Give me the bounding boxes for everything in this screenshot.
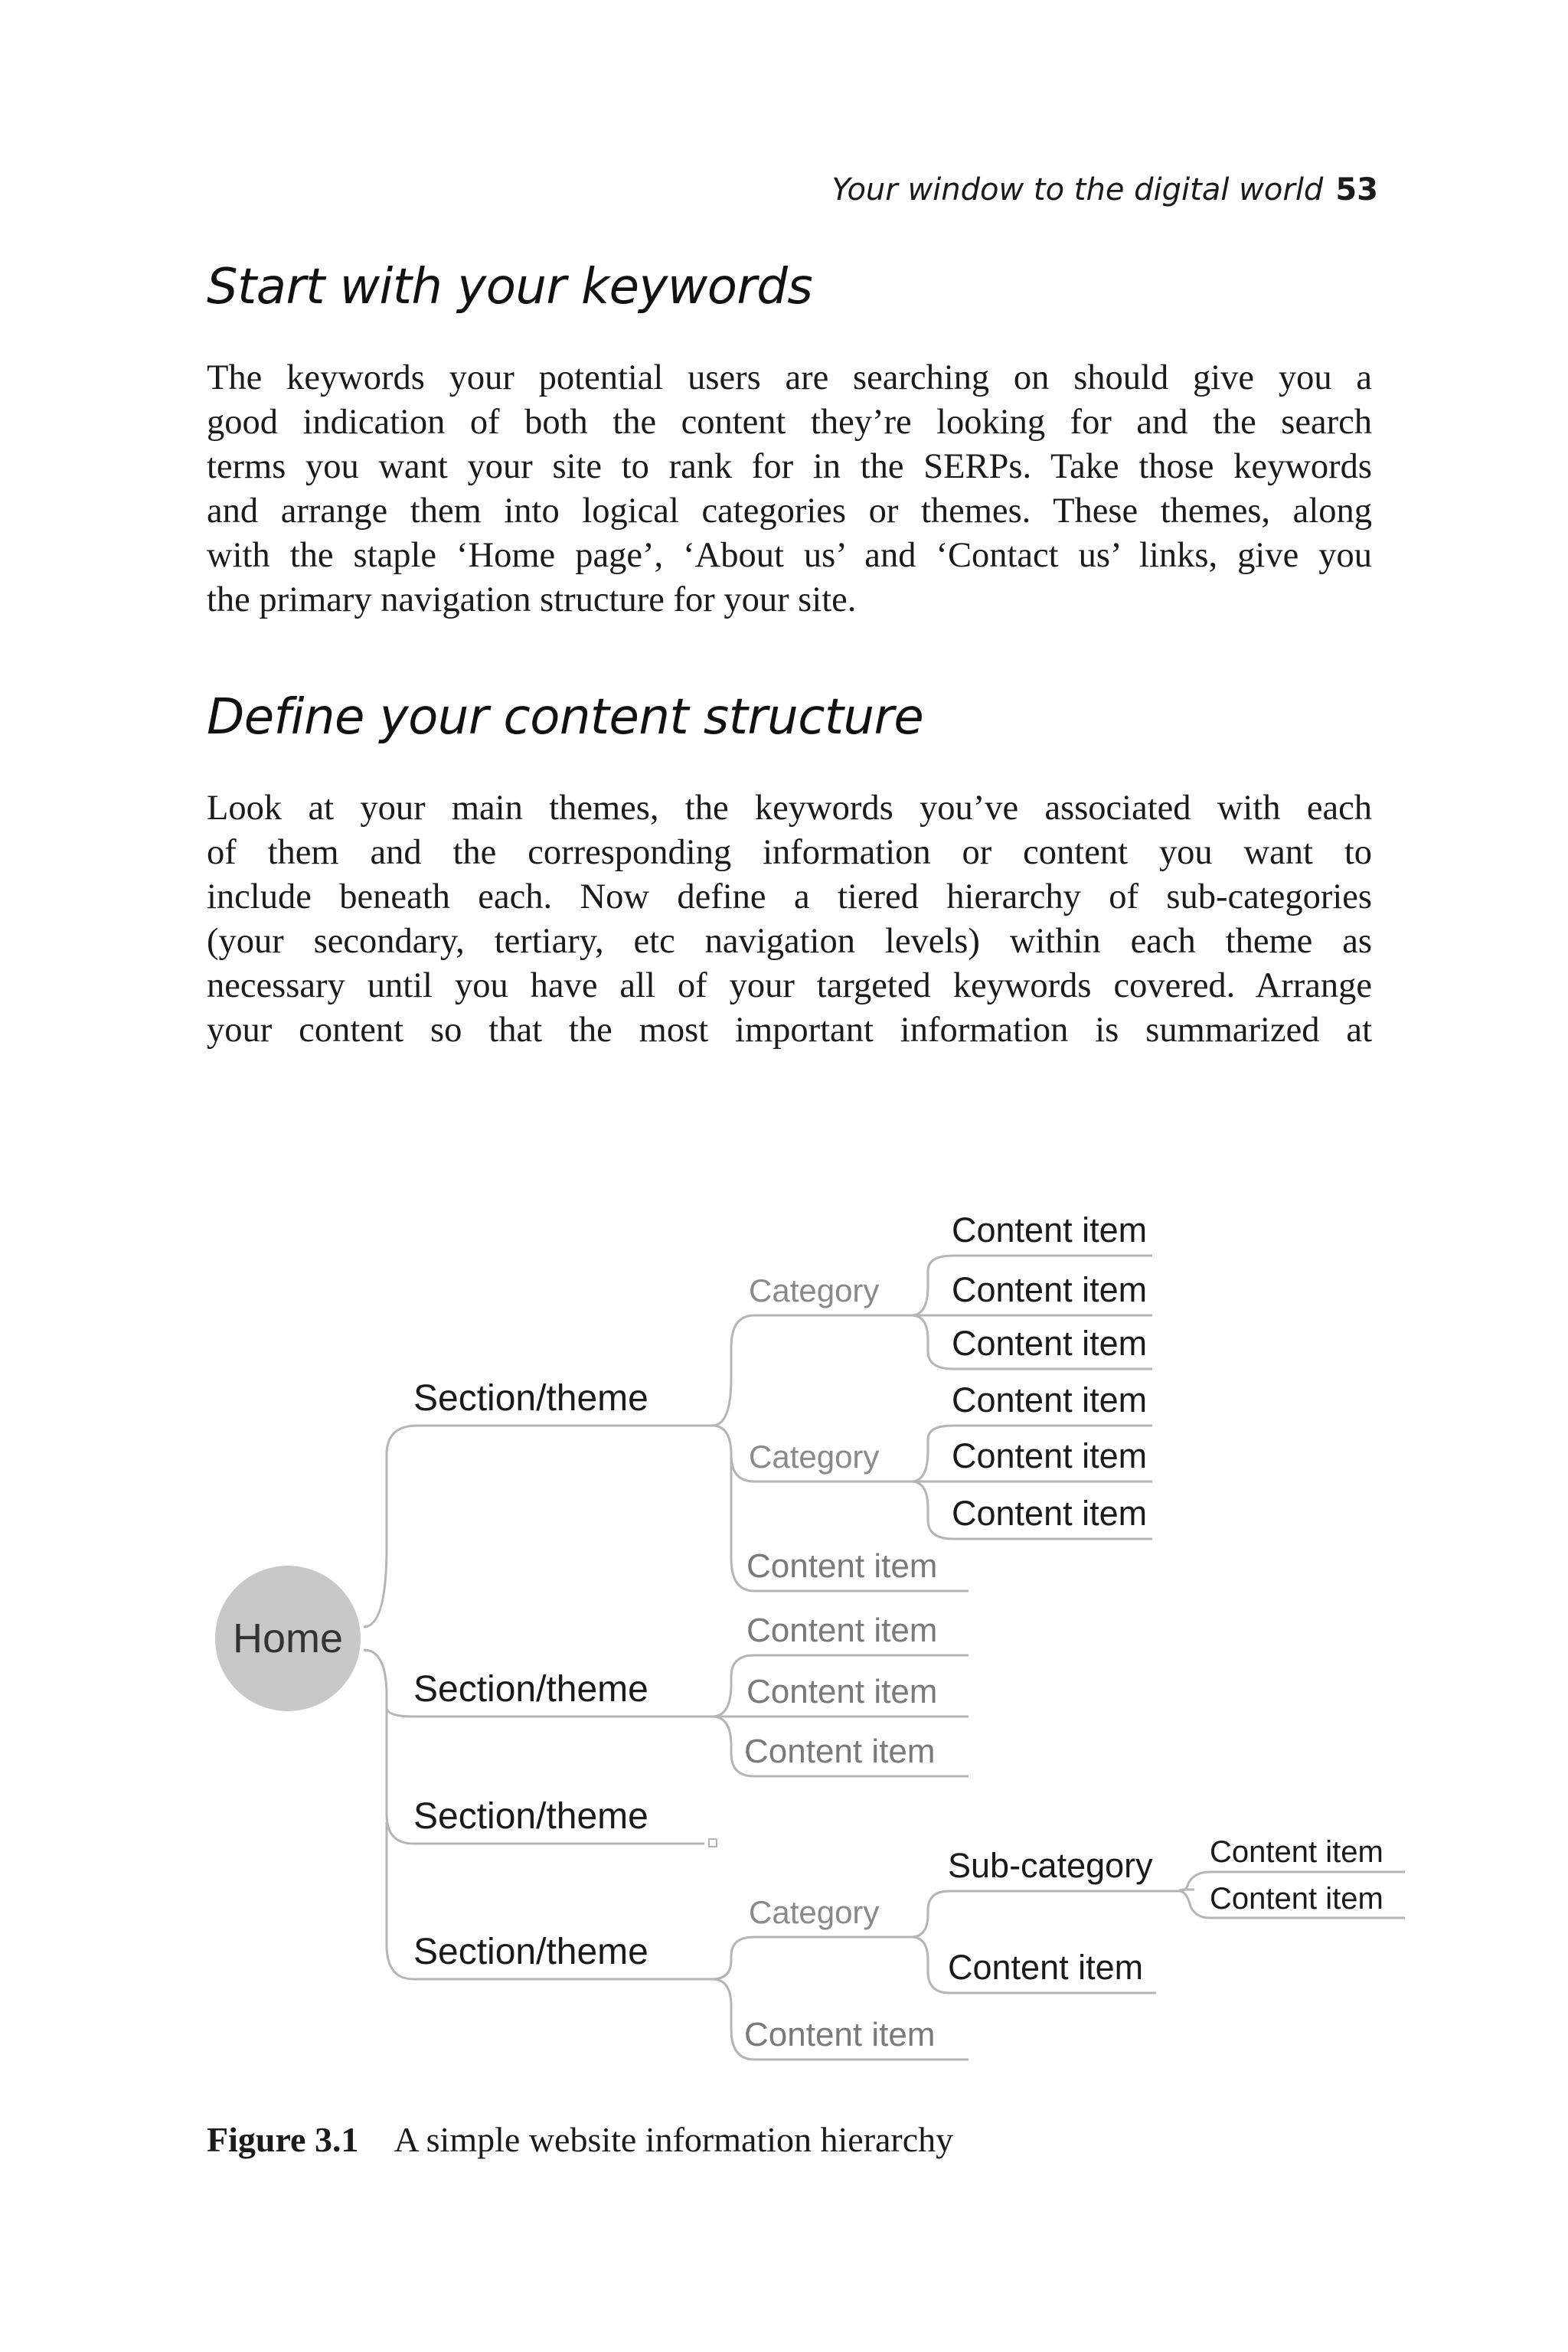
content-item-label: Content item bbox=[952, 1270, 1148, 1309]
paragraph-structure bbox=[207, 786, 1372, 1053]
content-item-label: Content item bbox=[1210, 1882, 1383, 1916]
paragraph-keywords bbox=[207, 356, 1372, 622]
content-item-label: Content item bbox=[952, 1324, 1148, 1363]
section-label: Section/theme bbox=[413, 1669, 648, 1710]
page-number: 53 bbox=[1335, 172, 1378, 207]
paragraph-line: Look at your main themes, the keywords you’ve associated with each bbox=[207, 789, 1372, 828]
content-item-label: Content item bbox=[952, 1494, 1148, 1533]
section-label: Section/theme bbox=[413, 1378, 648, 1419]
section-label: Section/theme bbox=[413, 1932, 648, 1972]
home-label: Home bbox=[232, 1615, 344, 1661]
category-label: Category bbox=[749, 1439, 880, 1475]
content-item-label: Content item bbox=[952, 1436, 1148, 1475]
paragraph-line: your content so that the most important information is summarized at bbox=[207, 1011, 1372, 1050]
paragraph-line: (your secondary, tertiary, etc navigation levels) within each theme as bbox=[207, 922, 1372, 961]
paragraph-line: include beneath each. Now define a tiered hierarchy of sub-categories bbox=[207, 877, 1372, 916]
paragraph-line: the primary navigation structure for your site. bbox=[207, 580, 857, 619]
figure-caption bbox=[207, 2119, 953, 2160]
category-label: Category bbox=[749, 1272, 880, 1308]
subcategory-label: Sub-category bbox=[948, 1846, 1153, 1885]
paragraph-line: with the staple ‘Home page’, ‘About us’ and ‘Contact us’ links, give you bbox=[207, 536, 1372, 575]
content-item-label: Content item bbox=[952, 1210, 1148, 1250]
category-label: Category bbox=[749, 1894, 880, 1930]
paragraph-line: and arrange them into logical categories or themes. These themes, along bbox=[207, 492, 1372, 531]
paragraph-line: good indication of both the content they’re looking for and the search bbox=[207, 403, 1372, 442]
figure-caption-text: A simple website information hierarchy bbox=[394, 2120, 954, 2159]
paragraph-line: The keywords your potential users are searching on should give you a bbox=[207, 358, 1372, 397]
section-label: Section/theme bbox=[413, 1796, 648, 1837]
figure-label: Figure 3.1 bbox=[207, 2120, 359, 2159]
content-item-label: Content item bbox=[746, 1673, 938, 1710]
content-item-label: Content item bbox=[1210, 1835, 1383, 1869]
paragraph-line: terms you want your site to rank for in the SERPs. Take those keywords bbox=[207, 447, 1372, 486]
paragraph-line: necessary until you have all of your targeted keywords covered. Arrange bbox=[207, 966, 1372, 1005]
section-heading-keywords: Start with your keywords bbox=[207, 259, 813, 315]
collapsed-node-marker bbox=[709, 1839, 717, 1847]
running-header bbox=[812, 172, 1378, 207]
paragraph-line: of them and the corresponding information or content you want to bbox=[207, 833, 1372, 872]
running-title: Your window to the digital world bbox=[831, 172, 1324, 207]
content-item-label: Content item bbox=[744, 1733, 936, 1770]
hierarchy-diagram bbox=[0, 1194, 1568, 2098]
content-item-label: Content item bbox=[746, 1547, 938, 1585]
content-item-label: Content item bbox=[744, 2016, 936, 2053]
content-item-label: Content item bbox=[948, 1948, 1144, 1987]
content-item-label: Content item bbox=[952, 1380, 1148, 1419]
section-heading-structure: Define your content structure bbox=[207, 689, 924, 746]
content-item-label: Content item bbox=[746, 1612, 938, 1649]
